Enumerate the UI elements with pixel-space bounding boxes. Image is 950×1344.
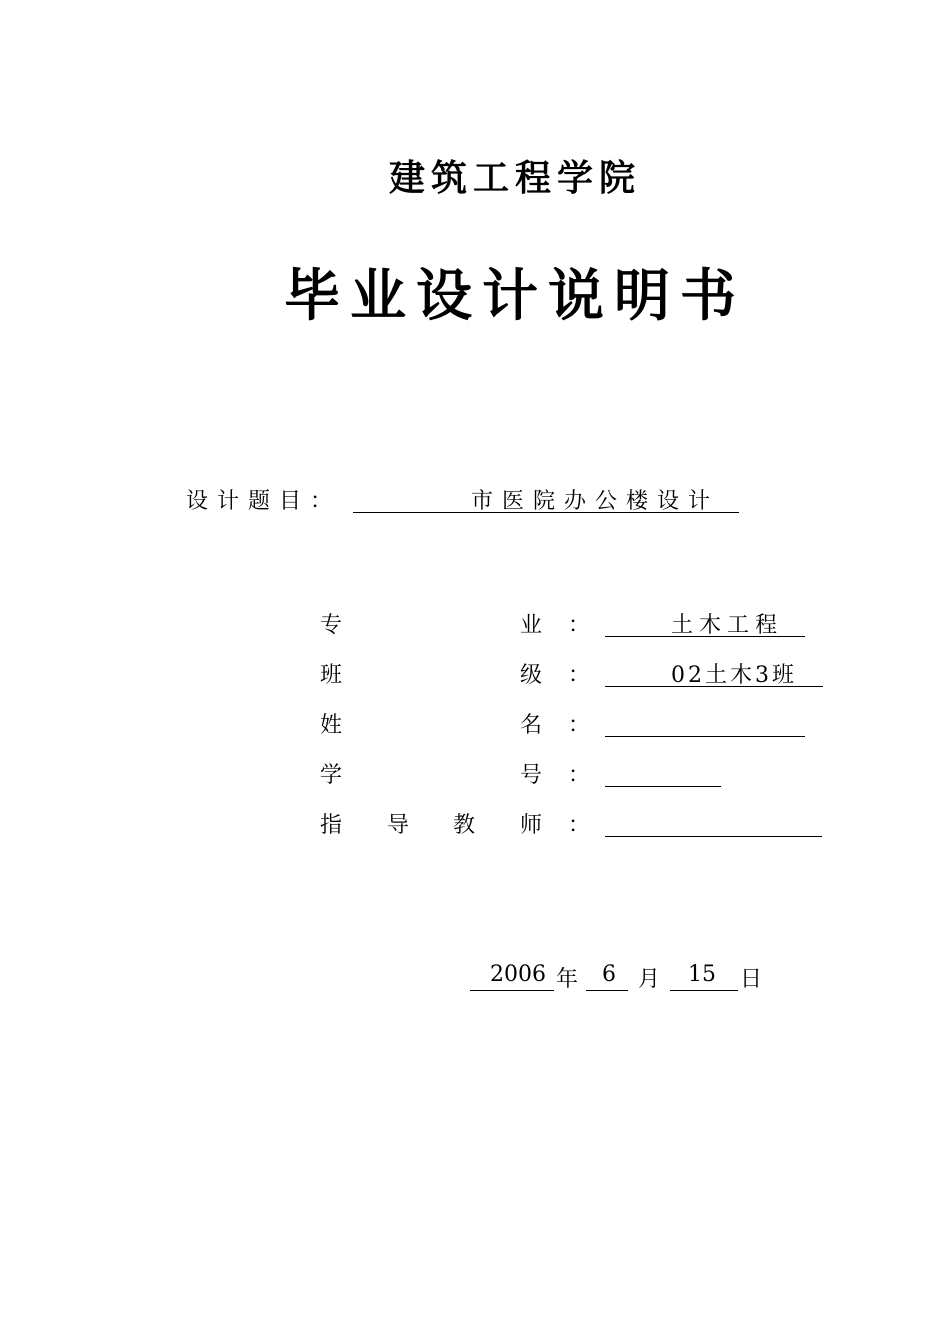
class-row [0,658,950,698]
institution-name: 建筑工程学院 [388,158,641,199]
advisor-label-char: 指 [320,813,343,838]
class-field [605,658,823,687]
topic-field [353,484,739,513]
major-colon: ： [568,613,591,638]
date-day: 15 [688,962,716,987]
date-month-field [586,962,628,991]
date-year-unit: 年 [556,967,579,992]
student-id-row [0,758,950,798]
major-label-char: 业 [520,613,543,638]
advisor-row [0,808,950,848]
name-colon: ： [568,713,591,738]
class-label-char: 班 [320,663,343,688]
date-month-unit: 月 [638,967,661,992]
name-label-char: 姓 [320,713,343,738]
date-month: 6 [602,962,616,987]
date-day-unit: 日 [740,967,763,992]
student-id-colon: ： [568,763,591,788]
advisor-label-char: 导 [387,813,410,838]
date-year: 2006 [490,962,546,987]
name-row [0,708,950,748]
name-label-char: 名 [520,713,543,738]
date-year-field [470,962,554,991]
advisor-label-char: 教 [453,813,476,838]
major-value: 土木工程 [671,613,784,638]
student-id-field [605,758,721,787]
major-label-char: 专 [320,613,343,638]
advisor-colon: ： [568,813,591,838]
date-day-field [670,962,738,991]
major-row [0,608,950,648]
document-title: 毕业设计说明书 [284,264,746,329]
class-value: 02土木3班 [671,663,797,688]
student-id-label-char: 号 [520,763,543,788]
topic-value: 市医院办公楼设计 [471,489,720,514]
student-id-label-char: 学 [320,763,343,788]
class-colon: ： [568,663,591,688]
major-field [605,608,805,637]
advisor-field [605,808,822,837]
topic-label: 设计题目： [186,489,342,514]
advisor-label-char: 师 [520,813,543,838]
name-field [605,708,805,737]
class-label-char: 级 [520,663,543,688]
